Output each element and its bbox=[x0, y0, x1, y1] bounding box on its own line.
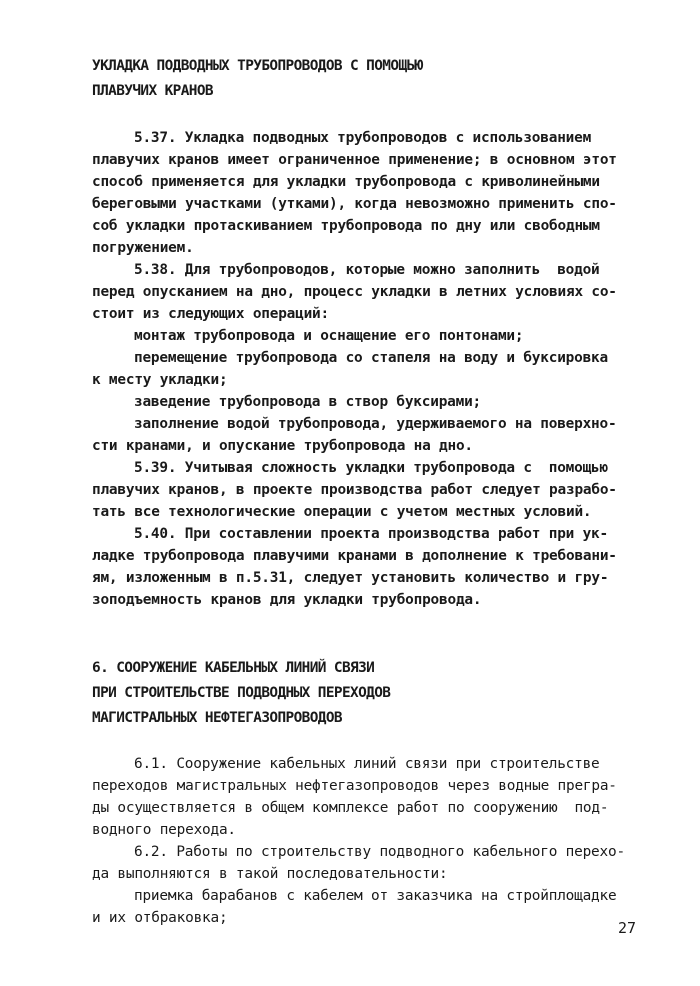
section-heading-line: ПЛАВУЧИХ КРАНОВ bbox=[92, 83, 213, 99]
paragraph-line: 5.40. При составлении проекта производства работ при ук- bbox=[134, 526, 608, 542]
paragraph-line: плавучих кранов имеет ограниченное применение; в основном этот bbox=[92, 152, 617, 168]
paragraph-line: 6.1. Сооружение кабельных линий связи при строительстве bbox=[134, 756, 600, 772]
paragraph-line: водного перехода. bbox=[92, 822, 236, 838]
list-item: и их отбраковка; bbox=[92, 910, 228, 926]
list-item: к месту укладки; bbox=[92, 372, 228, 388]
paragraph-line: перед опусканием на дно, процесс укладки в летних условиях со- bbox=[92, 284, 617, 300]
list-item: перемещение трубопровода со стапеля на воду и буксировка bbox=[134, 350, 608, 366]
paragraph-line: 5.37. Укладка подводных трубопроводов с использованием bbox=[134, 130, 592, 146]
paragraph-line: тать все технологические операции с учетом местных условий. bbox=[92, 504, 592, 520]
section-heading-line: МАГИСТРАЛЬНЫХ НЕФТЕГАЗОПРОВОДОВ bbox=[92, 710, 342, 726]
list-item: сти кранами, и опускание трубопровода на дно. bbox=[92, 438, 473, 454]
paragraph-line: ям, изложенным в п.5.31, следует установить количество и гру- bbox=[92, 570, 609, 586]
paragraph-line: 5.39. Учитывая сложность укладки трубопровода с помощью bbox=[134, 460, 608, 476]
list-item: заведение трубопровода в створ буксирами; bbox=[134, 394, 482, 410]
paragraph-line: ды осуществляется в общем комплексе работ по сооружению под- bbox=[92, 800, 609, 816]
section-heading-line: УКЛАДКА ПОДВОДНЫХ ТРУБОПРОВОДОВ С ПОМОЩЬЮ bbox=[92, 58, 423, 74]
paragraph-line: 5.38. Для трубопроводов, которые можно заполнить водой bbox=[134, 262, 600, 278]
paragraph-line: береговыми участками (утками), когда невозможно применить спо- bbox=[92, 196, 617, 212]
paragraph-line: ладке трубопровода плавучими кранами в дополнение к требовани- bbox=[92, 548, 617, 564]
paragraph-line: способ применяется для укладки трубопровода с криволинейными bbox=[92, 174, 600, 190]
section-heading-line: 6. СООРУЖЕНИЕ КАБЕЛЬНЫХ ЛИНИЙ СВЯЗИ bbox=[92, 660, 375, 676]
paragraph-line: плавучих кранов, в проекте производства работ следует разрабо- bbox=[92, 482, 617, 498]
paragraph-line: погружением. bbox=[92, 240, 194, 256]
paragraph-line: 6.2. Работы по строительству подводного кабельного перехо- bbox=[134, 844, 625, 860]
list-item: приемка барабанов с кабелем от заказчика на стройплощадке bbox=[134, 888, 617, 904]
paragraph-line: да выполняются в такой последовательности: bbox=[92, 866, 448, 882]
paragraph-line: переходов магистральных нефтегазопроводов через водные прегра- bbox=[92, 778, 617, 794]
paragraph-line: соб укладки протаскиванием трубопровода по дну или свободным bbox=[92, 218, 600, 234]
page-number: 27 bbox=[618, 919, 637, 937]
section-heading-line: ПРИ СТРОИТЕЛЬСТВЕ ПОДВОДНЫХ ПЕРЕХОДОВ bbox=[92, 685, 391, 701]
paragraph-line: стоит из следующих операций: bbox=[92, 306, 329, 322]
list-item: заполнение водой трубопровода, удерживаемого на поверхно- bbox=[134, 416, 617, 432]
list-item: монтаж трубопровода и оснащение его понтонами; bbox=[134, 328, 524, 344]
paragraph-line: зоподъемность кранов для укладки трубопровода. bbox=[92, 592, 482, 608]
